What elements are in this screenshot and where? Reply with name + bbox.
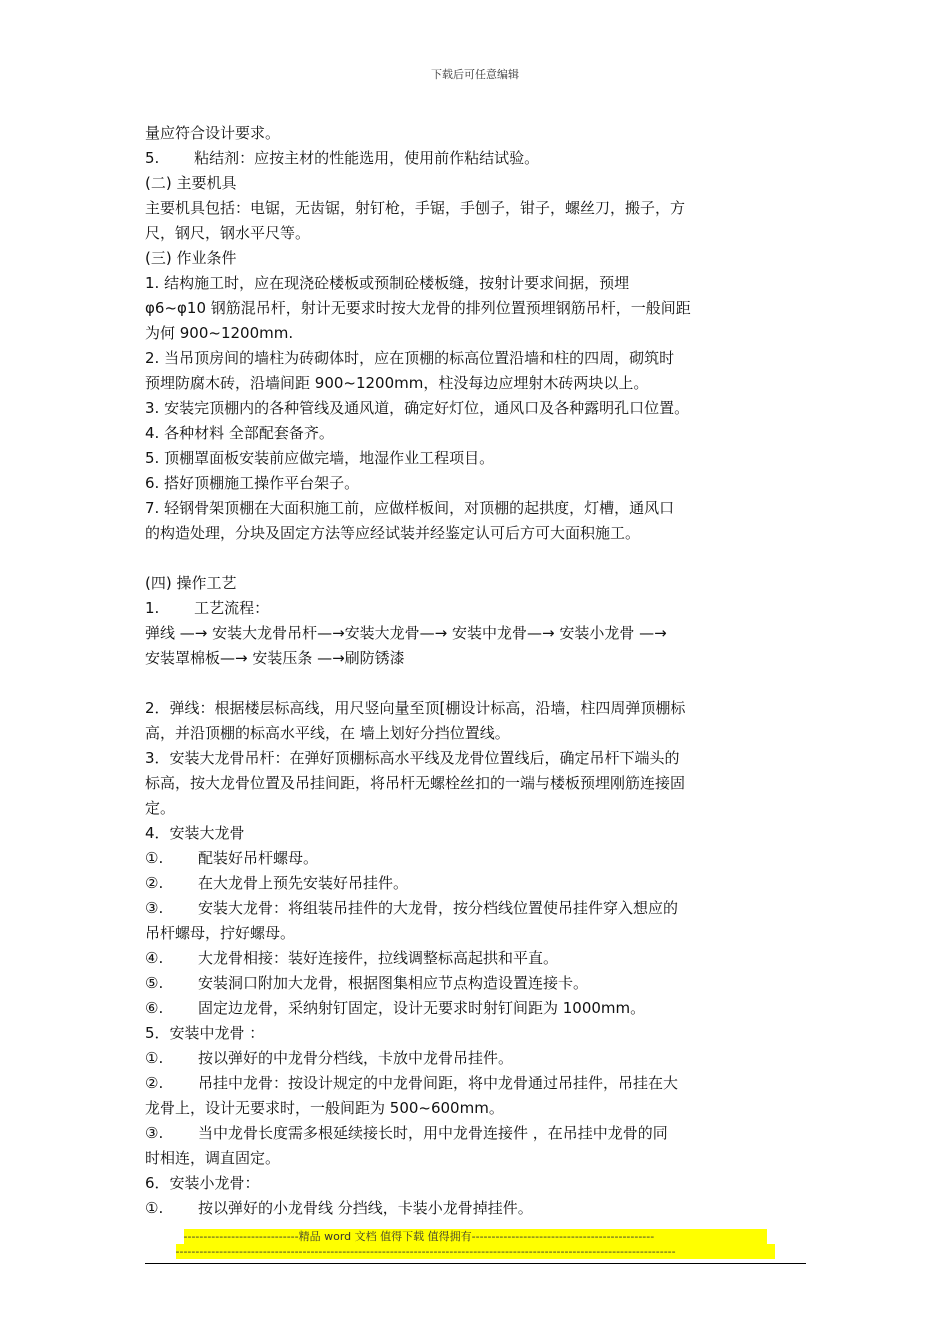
text-line: 5．安装中龙骨 ： (145, 1024, 265, 1042)
text-line: ⑤. 安装洞口附加大龙骨，根据图集相应节点构造设置连接卡。 (145, 974, 588, 992)
footer-dash-line: ------------------------------------------------------------------------------------------------------------------------------ (176, 1244, 775, 1259)
footer-rule (145, 1263, 806, 1264)
text-line: 为何 900~1200mm. (145, 324, 294, 342)
text-line: ③. 安装大龙骨：将组装吊挂件的大龙骨，按分档线位置使吊挂件穿入想应的 (145, 899, 678, 917)
text-line: 主要机具包括：电锯，无齿锯，射钉枪，手锯，手刨子，钳子，螺丝刀，搬子，方 (145, 199, 686, 217)
text-line: ④. 大龙骨相接：装好连接件，拉线调整标高起拱和平直。 (145, 949, 558, 967)
text-line: 4. 各种材料 全部配套备齐。 (145, 424, 334, 442)
text-line: 弹线 —→ 安装大龙骨吊杆—→安装大龙骨—→ 安装中龙骨—→ 安装小龙骨 —→ (145, 624, 667, 642)
text-line: 3. 安装完顶棚内的各种管线及通风道，确定好灯位，通风口及各种露明孔口位置。 (145, 399, 690, 417)
text-line: ①. 按以弹好的小龙骨线 分挡线，卡装小龙骨掉挂件。 (145, 1199, 533, 1217)
text-line: 量应符合设计要求。 (145, 124, 281, 142)
text-line: ①. 按以弹好的中龙骨分档线，卡放中龙骨吊挂件。 (145, 1049, 513, 1067)
text-line: 高，并沿顶棚的标高水平线，在 墙上划好分挡位置线。 (145, 724, 510, 742)
footer-banner (0, 1229, 950, 1259)
text-line: ②. 在大龙骨上预先安装好吊挂件。 (145, 874, 408, 892)
text-line: 2．弹线：根据楼层标高线，用尺竖向量至顶[棚设计标高，沿墙，柱四周弹顶棚标 (145, 699, 686, 717)
text-line: 安装罩棉板—→ 安装压条 —→刷防锈漆 (145, 649, 405, 667)
text-line: 龙骨上，设计无要求时，一般间距为 500~600mm。 (145, 1099, 504, 1117)
blank-line (145, 671, 807, 696)
text-line: 7. 轻钢骨架顶棚在大面积施工前，应做样板间，对顶棚的起拱度，灯槽，通风口 (145, 499, 675, 517)
text-line: 1. 结构施工时，应在现浇砼楼板或预制砼楼板缝，按射计要求间据，预埋 (145, 274, 630, 292)
text-line: 3．安装大龙骨吊杆：在弹好顶棚标高水平线及龙骨位置线后，确定吊杆下端头的 (145, 749, 680, 767)
text-line: 吊杆螺母，拧好螺母。 (145, 924, 296, 942)
text-line: 6. 搭好顶棚施工操作平台架子。 (145, 474, 360, 492)
text-line: (四) 操作工艺 (145, 574, 237, 592)
text-line: 时相连，调直固定。 (145, 1149, 281, 1167)
text-line: 预埋防腐木砖，沿墙间距 900~1200mm，柱没每边应埋射木砖两块以上。 (145, 374, 649, 392)
text-line: 的构造处理，分块及固定方法等应经试装并经鉴定认可后方可大面积施工。 (145, 524, 641, 542)
text-line: 5. 顶棚罩面板安装前应做完墙，地湿作业工程项目。 (145, 449, 495, 467)
page-header: 下载后可任意编辑 (431, 68, 519, 81)
text-line: 4．安装大龙骨 (145, 824, 245, 842)
text-line: 5. 粘结剂：应按主材的性能选用，使用前作粘结试验。 (145, 149, 540, 167)
text-line: φ6~φ10 钢筋混吊杆，射计无要求时按大龙骨的排列位置预埋钢筋吊杆，一般间距 (145, 299, 691, 317)
footer-watermark-line: -----------------------------精品 word 文档 值得下载 值得拥有---------------------------------------------- (184, 1229, 767, 1244)
document-body (145, 121, 807, 1221)
text-line: 标高，按大龙骨位置及吊挂间距，将吊杆无螺栓丝扣的一端与楼板预埋刚筋连接固 (145, 774, 686, 792)
text-line: 1. 工艺流程： (145, 599, 270, 617)
text-line: ①. 配装好吊杆螺母。 (145, 849, 318, 867)
blank-line (145, 546, 807, 571)
text-line: 6．安装小龙骨： (145, 1174, 260, 1192)
text-line: 2. 当吊顶房间的墙柱为砖砌体时，应在顶棚的标高位置沿墙和柱的四周，砌筑时 (145, 349, 675, 367)
text-line: 定。 (145, 799, 176, 817)
text-line: ⑥. 固定边龙骨，采纳射钉固定，设计无要求时射钉间距为 1000mm。 (145, 999, 646, 1017)
text-line: ③. 当中龙骨长度需多根延续接长时，用中龙骨连接件 ，在吊挂中龙骨的同 (145, 1124, 668, 1142)
text-line: (三) 作业条件 (145, 249, 237, 267)
text-line: 尺，钢尺，钢水平尺等。 (145, 224, 311, 242)
text-line: (二) 主要机具 (145, 174, 237, 192)
text-line: ②. 吊挂中龙骨：按设计规定的中龙骨间距，将中龙骨通过吊挂件，吊挂在大 (145, 1074, 678, 1092)
